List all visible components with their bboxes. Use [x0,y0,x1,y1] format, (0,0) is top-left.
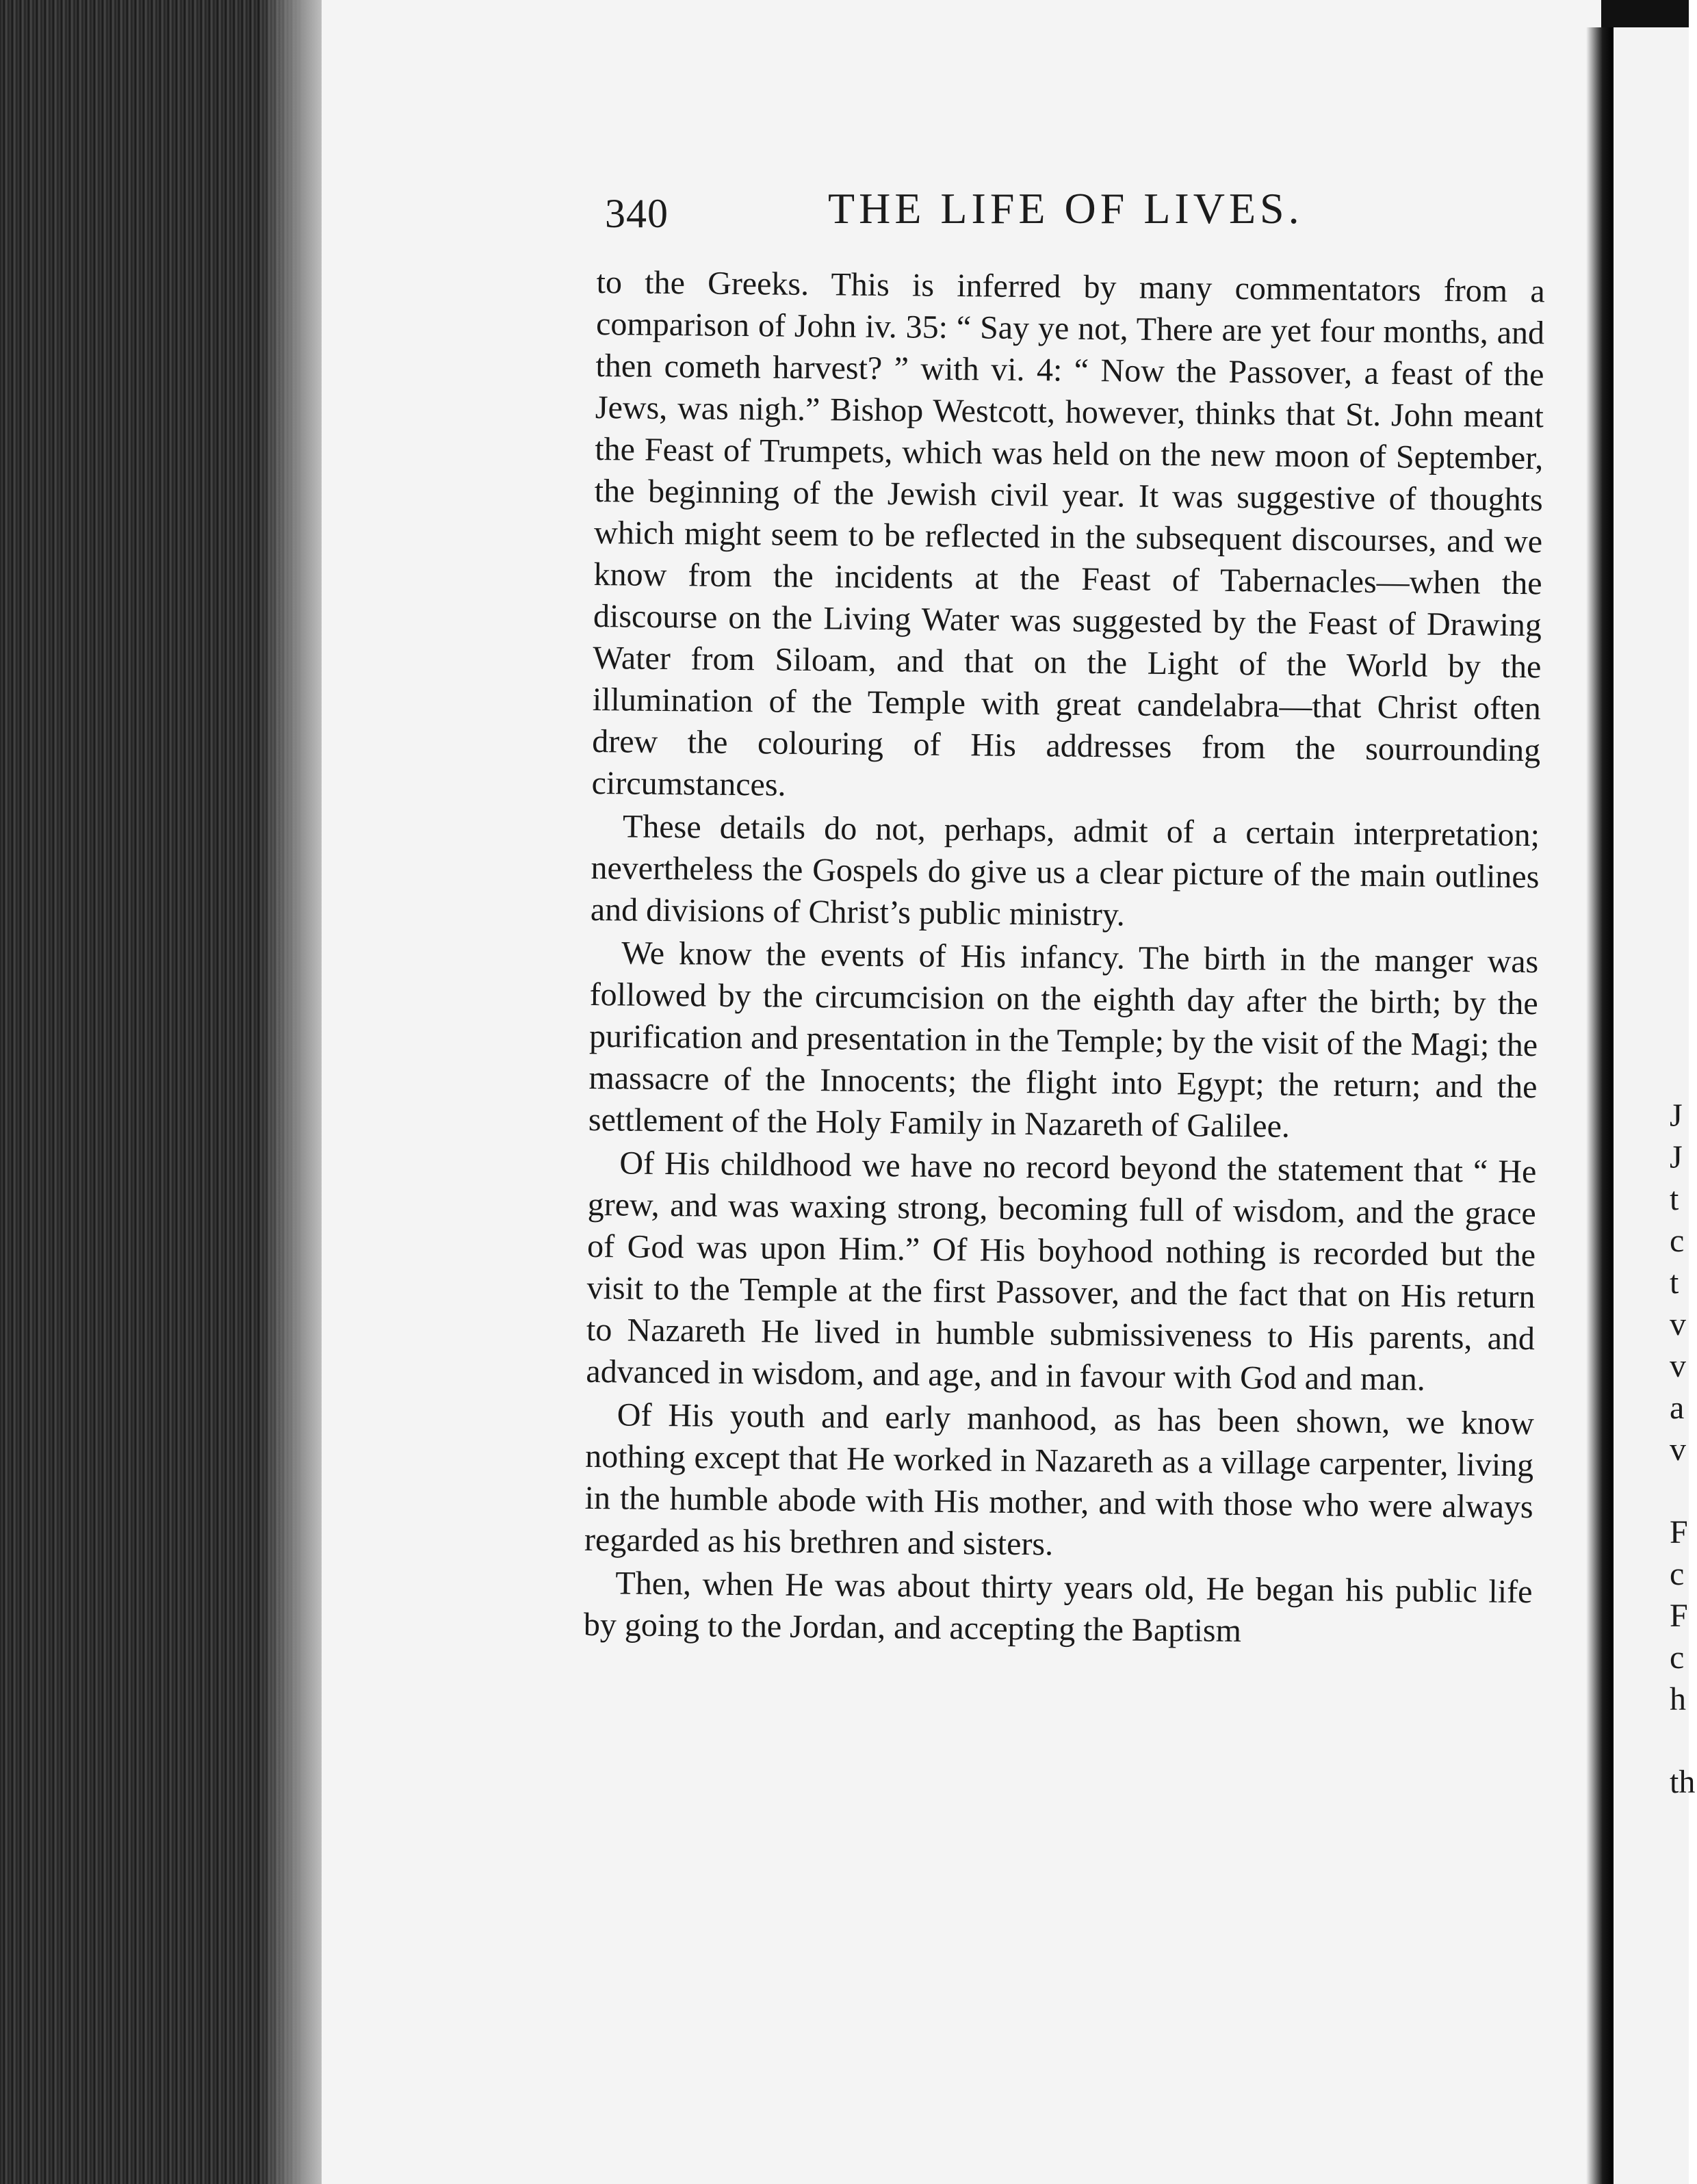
paragraph: Of His youth and early manhood, as has been shown, we know nothing except that He worked in Nazareth as a village carpenter, living in the humble abode with His mother, and with those who were always regarded as his brethren and sisters. [584,1396,1535,1563]
text-fragment: a [1670,1390,1685,1426]
running-header [605,183,1330,238]
paragraph: to the Greeks. This is inferred by many commentators from a comparison of John iv. 35: “ Say ye not, There are yet four months, and then cometh harvest? ” with vi. 4: “ Now the Passover, a feast of the Jews, was nigh.” Bishop Westcott, however, thinks that St. John meant the Feast of Trumpets, which was held on the new moon of September, the beginning of the Jewish civil year. It was suggestive of thoughts which might seem to be reflected in the subsequent discourses, and we know from the incidents at the Feast of Tabernacles—when the discourse on the Living Water was suggested by the Feast of Drawing Water from Siloam, and that on the Light of the World by the illumination of the Temple with great candelabra—that Christ often drew the colouring of His addresses from the sourrounding circumstances. [591,263,1545,803]
text-fragment: v [1670,1348,1686,1384]
paragraph: Then, when He was about thirty years old, He began his public life by going to the Jordan, and accepting the Baptism [583,1565,1533,1650]
paragraph: Of His childhood we have no record beyond the statement that “ He grew, and was waxing strong, becoming full of wisdom, and the grace of God was upon Him.” Of His boyhood nothing is recorded but the visit to the Temple at the first Passover, and the fact that on His return to Nazareth He lived in humble submissiveness to His parents, and advanced in wisdom, and age, and in favour with God and man. [586,1145,1537,1398]
text-fragment: h [1670,1681,1686,1717]
paragraph: These details do not, perhaps, admit of a certain interpretation; nevertheless the Gospels do give us a clear picture of the main outlines and divisions of Christ’s public ministry. [590,808,1540,933]
text-fragment: c [1670,1556,1685,1592]
text-fragment: v [1670,1306,1686,1342]
text-fragment: c [1670,1223,1685,1259]
text-fragment: F [1670,1598,1688,1634]
text-fragment: F [1670,1514,1688,1550]
book-gutter-shadow [1586,27,1614,2184]
text-fragment: t [1670,1264,1679,1301]
text-fragment: J [1670,1097,1683,1134]
text-fragment: c [1670,1639,1685,1676]
text-fragment: v [1670,1431,1686,1468]
body-text [584,261,1545,1654]
text-fragment: t [1670,1181,1679,1217]
text-fragment: J [1670,1139,1683,1175]
paragraph: We know the events of His infancy. The birth in the manger was followed by the circumcision on the eighth day after the birth; by the purification and presentation in the Temple; by the visit of the Magi; the massacre of the Innocents; the flight into Egypt; the return; and the settlement of the Holy Family in Nazareth of Galilee. [588,935,1539,1145]
running-title: THE LIFE OF LIVES. [828,184,1304,233]
scan-border [1601,0,1689,27]
page-number: 340 [605,191,669,236]
facing-page-text-fragments [1670,479,1697,1803]
text-fragment: th [1670,1764,1696,1800]
